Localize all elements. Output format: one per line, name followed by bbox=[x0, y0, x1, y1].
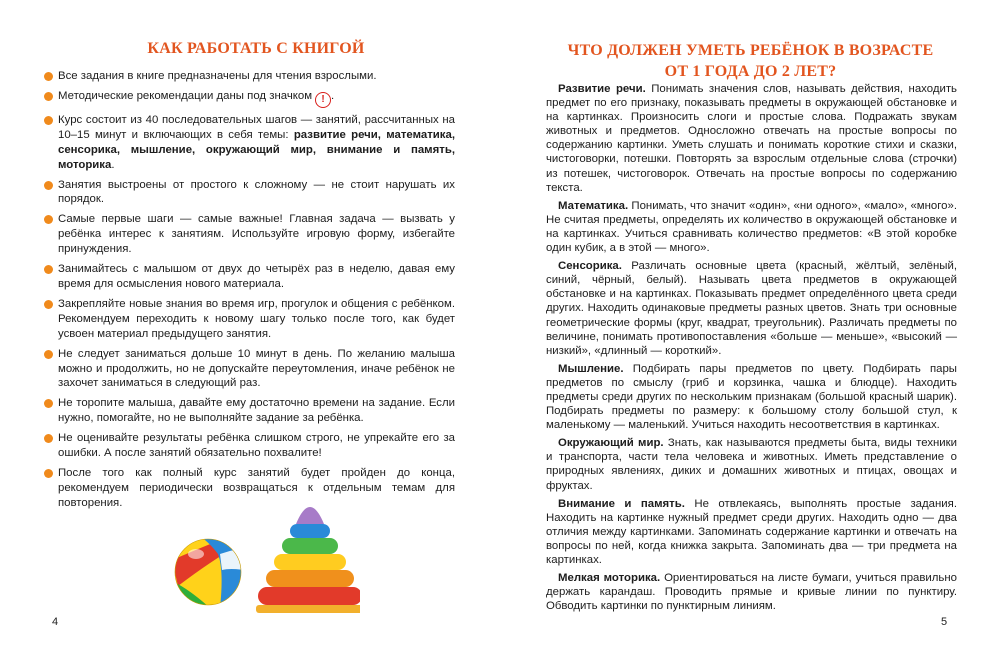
section-title: Внимание и память. bbox=[558, 497, 685, 510]
list-item: Методические рекомендации даны под значком ! . bbox=[44, 89, 455, 108]
list-item: Не оценивайте результаты ребёнка слишком строго, не упрекайте его за ошибки. А после занятий обязательно похвалите! bbox=[44, 431, 455, 461]
section-title: Развитие речи. bbox=[558, 83, 646, 95]
ball-icon bbox=[172, 530, 244, 608]
list-item: Самые первые шаги — самые важные! Главная задача — вызвать у ребёнка интерес к занятиям. Используйте игровую форму, избегайте принуждения. bbox=[44, 212, 455, 257]
bullet-dot-icon bbox=[44, 399, 53, 408]
right-heading-line1: ЧТО ДОЛЖЕН УМЕТЬ РЕБЁНОК В ВОЗРАСТЕ bbox=[567, 42, 934, 59]
section-math: Математика. Понимать, что значит «один», «ни одного», «мало», «много». Не считая предметы, определять их количество в окружающей обстановке и на картинках. Учиться сравнивать количество предметов: «В этой коробке один кубик, а в этой — много». bbox=[546, 199, 957, 255]
bullet-dot-icon bbox=[44, 469, 53, 478]
list-item: Не торопите малыша, давайте ему достаточно времени на задание. Если нужно, помогайте, но не выполняйте задание за ребёнка. bbox=[44, 396, 455, 426]
section-speech: Развитие речи. Понимать значения слов, называть действия, находить предмет по его признаку, показывать предметы в окружающей обстановке и на картинках. Произносить слоги и простые слова. Подражать звукам животных и предметов. Односложно отвечать на простые вопросы по содержанию картинки. Уметь слушать и понимать короткие стихи и сказки, чистоговорки, потешки. Повторять за взрослым отдельные слова (строчки) из потешек, чистоговорок. Отвечать на простые вопросы по содержанию текста. bbox=[546, 83, 957, 194]
bullet-dot-icon bbox=[44, 116, 53, 125]
bullet-dot-icon bbox=[44, 92, 53, 101]
bullet-dot-icon bbox=[44, 434, 53, 443]
bullet-dot-icon bbox=[44, 350, 53, 359]
bullet-dot-icon bbox=[44, 300, 53, 309]
skills-sections bbox=[546, 82, 957, 617]
bullet-dot-icon bbox=[44, 181, 53, 190]
page-number-left: 4 bbox=[52, 616, 59, 628]
topics-bold: развитие речи, математика, сенсорика, мышление, окружающий мир, внимание и память, моторика bbox=[58, 128, 455, 171]
section-motor: Мелкая моторика. Ориентироваться на листе бумаги, учиться правильно держать карандаш. Проводить прямые и кривые линии по пунктиру. Обводить картинки по пунктирным линиям. bbox=[546, 572, 957, 613]
left-page bbox=[0, 0, 500, 651]
recommendation-icon: ! bbox=[315, 92, 331, 108]
section-title: Сенсорика. bbox=[558, 260, 622, 273]
list-item: Занимайтесь с малышом от двух до четырёх раз в неделю, давая ему время для осмысления нового материала. bbox=[44, 262, 455, 292]
list-item: Закрепляйте новые знания во время игр, прогулок и общения с ребёнком. Рекомендуем переходить к новому шагу только после того, как будет усвоен материал предыдущего занятия. bbox=[44, 297, 455, 342]
list-item: Занятия выстроены от простого к сложному — не стоит нарушать их порядок. bbox=[44, 178, 455, 208]
section-title: Мелкая моторика. bbox=[558, 572, 661, 585]
section-world: Окружающий мир. Знать, как называются предметы быта, виды техники и транспорта, части тела человека и животных. Иметь представление о природных явлениях, диких и домашних животных и птицах, овощах и фруктах. bbox=[546, 437, 958, 492]
right-heading-line2: ОТ 1 ГОДА ДО 2 ЛЕТ? bbox=[664, 63, 837, 80]
bullet-dot-icon bbox=[44, 265, 53, 274]
pyramid-toy-icon bbox=[256, 507, 360, 613]
left-page-heading: КАК РАБОТАТЬ С КНИГОЙ bbox=[147, 40, 365, 57]
bullet-dot-icon bbox=[44, 215, 53, 224]
list-item: Не следует заниматься дольше 10 минут в день. По желанию малыша можно и продолжить, но не допускайте переутомления, иначе ребёнок не захочет заниматься в следующий раз. bbox=[44, 347, 455, 392]
toys-illustration bbox=[160, 490, 360, 615]
right-page bbox=[500, 0, 1001, 651]
instructions-list bbox=[44, 69, 455, 516]
section-title: Мышление. bbox=[558, 362, 624, 375]
section-sensory: Сенсорика. Различать основные цвета (красный, жёлтый, зелёный, синий, чёрный, белый). Называть цвета предметов в окружающей обстановке и на картинках. Показывать предмет определённого цвета среди других. Находить одинаковые предметы разных цветов. Знать три основные геометрические формы (круг, квадрат, треугольник). Различать предметы по величине, понимать противопоставления «больше — меньше», «высокий — низкий», «длинный — короткий». bbox=[546, 260, 957, 357]
section-title: Математика. bbox=[558, 199, 629, 212]
section-title: Окружающий мир. bbox=[558, 437, 664, 450]
page-number-right: 5 bbox=[941, 616, 948, 628]
list-item: После того как полный курс занятий будет пройден до конца, рекомендуем периодически возвращаться к отдельным темам для повторения. bbox=[44, 466, 455, 511]
right-page-heading bbox=[500, 40, 1001, 82]
bullet-dot-icon bbox=[44, 72, 53, 81]
list-item: Все задания в книге предназначены для чтения взрослыми. bbox=[44, 69, 455, 84]
section-thinking: Мышление. Подбирать пары предметов по цвету. Подбирать пары предметов по смыслу (гриб и корзинка, чашка и блюдце). Находить предметы среди других по нескольким признакам (большой красный шарик). Подбирать предметы по размеру: к большому столу большой стул, к маленькому — маленький. Учиться находить несоответствия в картинках. bbox=[546, 362, 957, 432]
section-attention: Внимание и память. Не отвлекаясь, выполнять простые задания. Находить на картинке нужный предмет среди других. Находить одно — два отличия между картинками. Запоминать содержание картинки и отвечать на вопросы по ней, когда книжка закрыта. Запоминать два — три предмета на картинках. bbox=[546, 497, 957, 566]
list-item: Курс состоит из 40 последовательных шагов — занятий, рассчитанных на 10–15 минут и включающих в себя темы: развитие речи, математика, сенсорика, мышление, окружающий мир, внимание и память, моторика. bbox=[44, 113, 455, 173]
